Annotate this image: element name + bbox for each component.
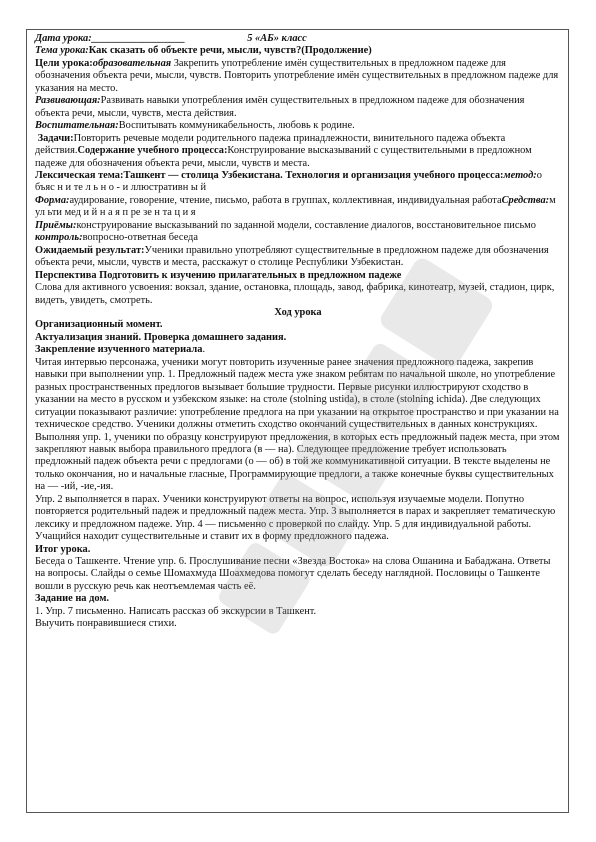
topic-line (35, 45, 561, 57)
form-label: Форма: (35, 194, 70, 206)
techniques-label: Приёмы: (35, 219, 77, 231)
result-label: Ожидаемый результат: (35, 244, 145, 256)
vocab-paragraph: Слова для активного усвоения: вокзал, здание, остановка, площадь, завод, фабрика, кинотеатр, музей, стадион, цирк, видеть, увидеть, смотреть. (35, 282, 555, 306)
upbringing-goal-label: Воспитательная: (35, 120, 119, 132)
form-paragraph (35, 195, 561, 220)
perspective-line: Перспектива Подготовить к изучению прилагательных в предложном падеже (35, 269, 402, 281)
class-label: 5 «АБ» класс (247, 33, 307, 44)
consolidation-dot: . (202, 344, 206, 356)
lesson-paragraph-3: Упр. 2 выполняется в парах. Ученики конструируют ответы на вопрос, используя изучаемые модели. Попутно повторяется родительный падеж и предложный падеж места. Упр. 3 выполняется в парах и закрепляет тематическую лексику и предложном падеже. Упр. 4 — письменно с проверкой по слайду. Упр. 5 для индивидуальной работы. Учащийся находит существительные и ставит их в форму предложного падежа. (35, 493, 556, 543)
homework-item-1: 1. Упр. 7 письменно. Написать рассказ об экскурсии в Ташкент. (35, 605, 317, 617)
method-text: о бъяс н и те л ь н о - и ллюстративн ы й (35, 169, 542, 194)
summary-heading: Итог урока. (35, 543, 91, 555)
result-paragraph (35, 245, 561, 270)
consolidation-heading (35, 344, 561, 356)
lexical-label: Лексическая тема: (35, 169, 124, 181)
techniques-paragraph (35, 220, 561, 245)
lexical-paragraph (35, 170, 561, 195)
summary-paragraph: Беседа о Ташкенте. Чтение упр. 6. Прослушивание песни «Звезда Востока» на слова Ошанина и Бабаджана. Ответы на вопросы. Слайды о семье Шомахмуда Шоахмедова помогут сделать беседу наглядной. Пословицы о Ташкенте вошли в русскую речь как неотъемлемая часть её. (35, 556, 551, 592)
tasks-label: Задачи: (35, 132, 74, 144)
topic-text: Как сказать об объекте речи, мысли, чувств?(Продолжение) (88, 45, 372, 57)
dev-goal-label: Развивающая: (35, 95, 101, 107)
content-text: Конструирование высказываний с существительными в предложном падеже для обозначения объекта речи, мысли, чувств и места. (35, 145, 532, 169)
tasks-text: Повторить речевые модели родительного падежа принадлежности, винительного падежа объекта действия. (35, 132, 506, 157)
upbringing-goal-text: Воспитывать коммуникабельность, любовь к родине. (118, 120, 355, 132)
means-text: м ул ьти мед и й н а я п ре зе н та ц и я (35, 194, 556, 219)
techniques-text: конструирование высказываний по заданной модели, составление диалогов, восстановительное письмо (76, 219, 536, 231)
lesson-paragraph-1: Читая интервью персонажа, ученики могут повторить изученные ранее значения предложного падежа, закрепив навыки при выполнении упр. 1. Предложный падеж места уже знаком ребятам по начальной школе, но употребление разных пространственных предлогов вызывает большие трудности. Первые рисунки иллюстрируют сходство в указании на место в русском и узбекском языке: на столе (stolning ustida), в столе (stolning ichida). Две следующих ситуации показывают различие: употребление предлога на при указании на открытое пространство и при указании на техническое средство. Ученики должны отметить сходство окончаний существительных в данных конструкциях. (35, 356, 559, 431)
homework-heading: Задание на дом. (35, 593, 110, 605)
date-label: Дата урока: (35, 33, 92, 44)
control-label: контроль: (35, 232, 83, 244)
lesson-title: Ход урока (274, 306, 322, 318)
control-text: вопросно-ответная беседа (82, 232, 198, 244)
header-line (35, 33, 561, 45)
result-text: Ученики правильно употребляют существительные в предложном падеже для обозначения объекта речи, мысли, чувств и места, расскажут о столице Республики Узбекистан. (35, 244, 549, 269)
form-text: аудирование, говорение, чтение, письмо, работа в группах, коллективная, индивидуальная работа (69, 194, 502, 206)
org-moment: Организационный момент. (35, 319, 163, 331)
upbringing-goal-paragraph (35, 120, 561, 132)
goals-paragraph (35, 58, 561, 95)
means-label: Средства: (501, 194, 550, 206)
goals-label: Цели урока: (35, 57, 93, 69)
tasks-paragraph (35, 133, 561, 170)
consolidation-label: Закрепление изученного материала (35, 344, 203, 356)
dev-goal-paragraph (35, 95, 561, 120)
dev-goal-text: Развивать навыки употребления имён существительных в предложном падеже для обозначения объекта речи, мысли, чувств, места действия. (35, 95, 525, 119)
method-label: метод: (503, 169, 537, 181)
lexical-text: Ташкент — столица Узбекистана. Технология и организация учебного процесса: (123, 169, 504, 181)
knowledge-update: Актуализация знаний. Проверка домашнего задания. (35, 331, 287, 343)
homework-item-2: Выучить понравившиеся стихи. (35, 618, 177, 630)
content-label: Содержание учебного процесса: (77, 145, 228, 157)
lesson-plan (35, 33, 561, 631)
goals-edu-label: образовательная (92, 57, 172, 69)
document-page (26, 29, 569, 813)
lesson-paragraph-2: Выполняя упр. 1, ученики по образцу конструируют предложения, в которых есть предложный падеж места, при этом закрепляют навык выбора правильного предлога (в — на). Следующее предложение требует использовать предложный падеж объекта речи с предлогами (о — об) в той же коммуникативной ситуации. В тексте выделены не только окончания, но и начальные гласные, Программирующие предлоги, а также конечные буквы существительных на — -ий, -ие,-ия. (35, 431, 560, 493)
topic-label: Тема урока: (35, 45, 89, 57)
goals-edu-text: Закрепить употребление имён существительных в предложном падеже для обозначения объекта речи, мысли, чувств. Повторить употребление имён существительных в предложном падеже для указания на место. (35, 57, 559, 94)
date-blank: __________________ (91, 33, 186, 44)
